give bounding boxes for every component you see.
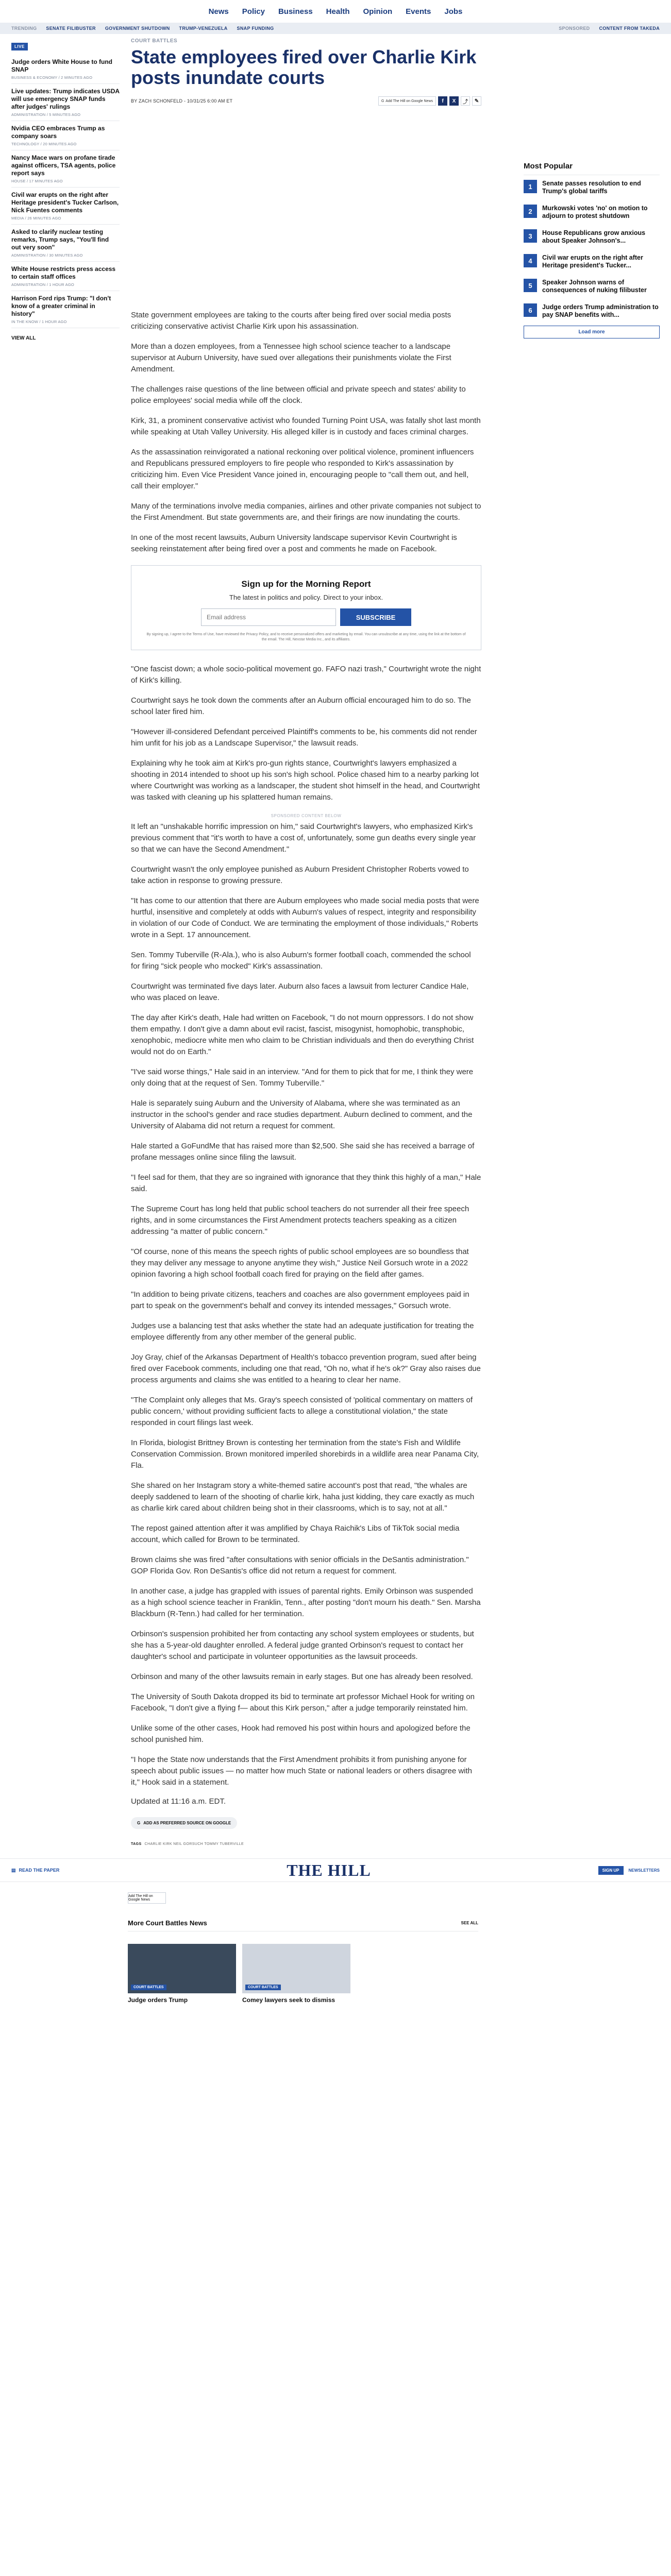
preferred-source-label: ADD AS PREFERRED SOURCE ON GOOGLE [143, 1821, 231, 1825]
most-popular-headline: Murkowski votes 'no' on motion to adjourn to protest shutdown [542, 205, 648, 219]
ad-label: SPONSORED CONTENT BELOW [271, 814, 342, 818]
article-paragraph: "The Complaint only alleges that Ms. Gray's speech consisted of 'political commentary on matters of public concern,' without providing sufficient facts to allege a constitutional violation," the state responded in court filings last week. [131, 1396, 473, 1427]
latest-news-item[interactable] [11, 225, 120, 262]
most-popular-headline: Civil war erupts on the right after Heritage president's Tucker... [542, 254, 643, 269]
article-kicker[interactable]: COURT BATTLES [131, 38, 178, 44]
nav-news[interactable]: News [208, 7, 229, 16]
tags-row [131, 1842, 481, 1846]
article-paragraph: "It has come to our attention that there are Auburn employees who made social media posts that were hurtful, insensitive and completely at odds with Auburn's values of respect, integrity and responsibility in violation of our Code of Conduct. We are terminating the employment of those individuals," Roberts wrote in a Sept. 17 announcement. [131, 896, 479, 939]
card-image [242, 1944, 350, 1993]
view-all-link[interactable]: VIEW ALL [11, 335, 36, 341]
article-paragraph: Sen. Tommy Tuberville (R-Ala.), who is also Auburn's former football coach, commended the school for firing "sick people who mocked" Kirk's assassination. [131, 951, 471, 971]
article-paragraph: "One fascist down; a whole socio-political movement go. FAFO nazi trash," Courtwright wrote the night of Kirk's killing. [131, 665, 481, 685]
newspaper-icon: ▤ [11, 1867, 16, 1873]
sponsored-label: SPONSORED [559, 26, 590, 31]
latest-news-headline: Nancy Mace wars on profane tirade against officers, TSA agents, police report says [11, 154, 116, 177]
rank-number: 6 [524, 303, 537, 317]
tags-label: TAGS [131, 1842, 142, 1846]
article-paragraph: Orbinson's suspension prohibited her from contacting any school system employees or students, but she has a 5-year-old daughter enrolled. A federal judge granted Orbinson's request to contact her daughter's school and participate in volunteer opportunities as the lawsuit proceeds. [131, 1630, 474, 1661]
most-popular-item[interactable] [524, 175, 660, 200]
most-popular-item[interactable] [524, 200, 660, 225]
article-paragraph: More than a dozen employees, from a Tennessee high school science teacher to a landscape supervisor at Auburn University, have sued over allegations their punishments violate the First Amendment. [131, 342, 451, 374]
share-bar [378, 96, 481, 106]
news-card[interactable] [128, 1944, 236, 2004]
article-paragraph: State government employees are taking to the courts after being fired over social media posts criticizing conservative activist Charlie Kirk upon his assassination. [131, 311, 451, 331]
trending-item[interactable]: TRUMP-VENEZUELA [179, 26, 228, 31]
footer-band [0, 1858, 671, 1882]
article-paragraph: Courtwright wasn't the only employee punished as Auburn President Christopher Roberts vowed to take action in response to growing pressure. [131, 865, 469, 885]
card-category: COURT BATTLES [245, 1985, 281, 1990]
read-paper-label: READ THE PAPER [19, 1868, 60, 1873]
article-paragraph: Orbinson and many of the other lawsuits remain in early stages. But one has already been resolved. [131, 1672, 473, 1681]
newsletter-subtitle: The latest in politics and policy. Direct to your inbox. [229, 594, 383, 601]
article-paragraph: The challenges raise questions of the line between official and private speech and states' ability to police employees' social media while off the clock. [131, 385, 466, 405]
article-paragraph: Hale is separately suing Auburn and the University of Alabama, where she was terminated as an instructor in the school's gender and race studies department. Auburn declined to comment, and the University of Alabama did not return a request for comment. [131, 1099, 473, 1130]
nav-events[interactable]: Events [406, 7, 431, 16]
nav-health[interactable]: Health [326, 7, 350, 16]
see-all-link[interactable]: SEE ALL [461, 1921, 478, 1925]
article-byline: BY ZACH SCHONFELD - 10/31/25 6:00 AM ET [131, 98, 233, 104]
article-paragraph: "Of course, none of this means the speech rights of public school employees are so boundless that they may deliver any message to anyone anytime they wish," Justice Neil Gorsuch wrote in a 2022 opinion favoring a high school football coach fired for praying on the field after games. [131, 1247, 469, 1279]
most-popular-list [524, 175, 660, 324]
article-paragraph: Brown claims she was fired "after consultations with senior officials in the DeSantis administration." GOP Florida Gov. Ron DeSantis's office did not return a request for comment. [131, 1555, 469, 1575]
card-category: COURT BATTLES [131, 1985, 166, 1990]
article-paragraph: The Supreme Court has long held that public school teachers do not surrender all their free speech rights, and in some circumstances the First Amendment protects teachers speaking as a citizen addressing "a matter of public concern." [131, 1205, 469, 1236]
latest-news-item[interactable] [11, 150, 120, 188]
article-paragraph: Courtwright was terminated five days later. Auburn also faces a lawsuit from lecturer Candice Hale, who was placed on leave. [131, 982, 469, 1002]
live-badge: LIVE [11, 43, 28, 50]
latest-news-meta: ADMINISTRATION / 30 MINUTES AGO [11, 253, 83, 258]
latest-news-headline: Asked to clarify nuclear testing remarks, Trump says, "You'll find out very soon" [11, 228, 109, 251]
news-card[interactable] [242, 1944, 350, 2004]
latest-news-meta: ADMINISTRATION / 5 MINUTES AGO [11, 112, 81, 117]
google-icon: G [381, 99, 384, 103]
trending-item[interactable]: SNAP FUNDING [237, 26, 274, 31]
article-paragraph: In one of the most recent lawsuits, Auburn University landscape supervisor Kevin Courtwright is seeking reinstatement after being fired over a post and comments he made on Facebook. [131, 533, 457, 553]
article-paragraph: Joy Gray, chief of the Arkansas Department of Health's tobacco prevention program, sued after being fired over Facebook comments, including one that read, "Oh no, what if he's ok?" Gray also raises due process arguments and claims she was entitled to a hearing to clear her name. [131, 1353, 481, 1384]
rank-number: 1 [524, 180, 537, 193]
article-paragraph: The University of South Dakota dropped its bid to terminate art professor Michael Hook for writing on Facebook, "I don't give a flying f— about this Kirk person," after a judge temporarily reinstated him. [131, 1692, 475, 1713]
most-popular-item[interactable] [524, 225, 660, 249]
most-popular-headline: House Republicans grow anxious about Speaker Johnson's... [542, 229, 646, 244]
article-paragraph: Judges use a balancing test that asks whether the state had an adequate justification for treating the employee differently from any other member of the general public. [131, 1321, 474, 1342]
newsletter-title: Sign up for the Morning Report [241, 579, 371, 589]
google-news-label: Add The Hill on Google News [385, 99, 433, 103]
most-popular-title: Most Popular [524, 162, 660, 175]
article-paragraph: It left an "unshakable horrific impression on him," said Courtwright's lawyers, who emphasized Kirk's previous comment that "it's worth to have a cost of, unfortunately, some gun deaths every single year so that we can have the Second Amendment." [131, 822, 476, 854]
article-paragraph: "I hope the State now understands that the First Amendment prohibits it from punishing anyone for speech about public issues — no matter how much State or national leaders or others disagree with it," Hook said in a statement. [131, 1755, 473, 1787]
trending-bar [0, 23, 671, 34]
trending-item[interactable]: GOVERNMENT SHUTDOWN [105, 26, 170, 31]
sponsored-link[interactable]: CONTENT FROM TAKEDA [599, 26, 660, 31]
nav-policy[interactable]: Policy [242, 7, 265, 16]
more-news-section [128, 1919, 478, 2004]
read-paper-link[interactable] [11, 1868, 59, 1873]
latest-news-meta: IN THE KNOW / 1 HOUR AGO [11, 319, 67, 324]
most-popular-headline: Senate passes resolution to end Trump's global tariffs [542, 180, 641, 195]
trending-item[interactable]: SENATE FILIBUSTER [46, 26, 96, 31]
article-paragraph: The repost gained attention after it was amplified by Chaya Raichik's Libs of TikTok social media account, which called for Brown to be terminated. [131, 1524, 460, 1544]
article-paragraph: In another case, a judge has grappled with issues of parental rights. Emily Orbinson was suspended as a high school science teacher in Franklin, Tenn., after posting "don't mourn his death." Sen. Marsha Blackburn (R-Tenn.) had called for her termination. [131, 1587, 481, 1618]
google-news-button[interactable] [378, 96, 436, 106]
latest-news-list [11, 55, 120, 328]
article-paragraph: Courtwright says he took down the comments after an Auburn official encouraged him to do so. The school later fired him. [131, 696, 471, 716]
card-title: Judge orders Trump [128, 1996, 188, 2004]
google-icon: G [137, 1821, 141, 1825]
latest-news-item[interactable] [11, 55, 120, 84]
comment-icon[interactable]: ✎ [472, 96, 481, 106]
latest-news-headline: Civil war erupts on the right after Heritage president's Tucker Carlson, Nick Fuentes comments [11, 191, 119, 214]
most-popular-item[interactable] [524, 249, 660, 274]
article-paragraph: Explaining why he took aim at Kirk's pro-gun rights stance, Courtwright's lawyers emphasized a shooting in 2014 intended to shoot up his son's high school. Police chased him to a nearby parking lot where Courtwright was working as a landscaper, the student shot himself in the head, and Courtwright was tasked with cleaning up his splattered human remains. [131, 759, 480, 802]
rank-number: 4 [524, 254, 537, 267]
share-icon[interactable]: ⤴ [461, 96, 470, 106]
ad-slot [524, 55, 660, 75]
latest-news-headline: Nvidia CEO embraces Trump as company soars [11, 125, 105, 140]
signup-button[interactable]: SIGN UP [598, 1866, 624, 1875]
newsletter-fine-print: By signing up, I agree to the Terms of Use, have reviewed the Privacy Policy, and to receive personalized offers and marketing by email. You can unsubscribe at any time, using the link at the bottom of the email. The Hill, Nexstar Media Inc., and its affiliates. [146, 633, 466, 641]
article [131, 34, 481, 1846]
latest-news-headline: White House restricts press access to certain staff offices [11, 265, 116, 280]
rank-number: 3 [524, 229, 537, 243]
updated-note: Updated at 11:16 a.m. EDT. [131, 1797, 226, 1806]
latest-news-meta: ADMINISTRATION / 1 HOUR AGO [11, 282, 74, 287]
right-rail [524, 34, 660, 1846]
article-paragraph: "I feel sad for them, that they are so ingrained with ignorance that they think this highly of a man," Hale said. [131, 1173, 481, 1193]
latest-news-meta: BUSINESS & ECONOMY / 2 MINUTES AGO [11, 75, 93, 80]
latest-news-meta: MEDIA / 26 MINUTES AGO [11, 216, 61, 221]
site-logo[interactable]: THE HILL [287, 1860, 371, 1879]
more-news-title: More Court Battles News [128, 1919, 207, 1927]
rank-number: 2 [524, 205, 537, 218]
email-field[interactable] [201, 608, 336, 626]
most-popular-item[interactable] [524, 299, 660, 324]
nav-jobs[interactable]: Jobs [444, 7, 463, 16]
article-paragraph: As the assassination reinvigorated a national reckoning over political violence, prominent influencers and Republicans pressured employers to fire people who responded to Kirk's assassination by criticizing him. Even Vice President Vance joined in, encouraging people to "call them out, and hell, call their employer." [131, 448, 474, 490]
article-paragraph: "I've said worse things," Hale said in an interview. "And for them to pick that for me, I think they were only doing that at the request of Sen. Tommy Tuberville." [131, 1067, 474, 1088]
article-paragraph: She shared on her Instagram story a white-themed satire account's post that read, "the whales are deeply saddened to learn of the shooting of charlie kirk, haha just kidding, they care exactly as much as charlie kirk cared about children being shot in their classrooms, which is to say, not at all." [131, 1481, 475, 1513]
most-popular-headline: Judge orders Trump administration to pay SNAP benefits with... [542, 303, 659, 318]
nav-business[interactable]: Business [278, 7, 313, 16]
article-paragraph: Unlike some of the other cases, Hook had removed his post within hours and apologized before the school punished him. [131, 1724, 471, 1744]
latest-news-headline: Harrison Ford rips Trump: "I don't know of a greater criminal in history" [11, 295, 111, 317]
latest-news-item[interactable] [11, 121, 120, 150]
article-paragraph: Many of the terminations involve media companies, airlines and other private companies not subject to the First Amendment. But state governments are, and their firings are now inundating the courts. [131, 502, 481, 522]
subscribe-button[interactable]: SUBSCRIBE [340, 608, 411, 626]
article-paragraph: In Florida, biologist Brittney Brown is contesting her termination from the state's Fish and Wildlife Conservation Commission. Brown monitored imperiled shorebirds in a wildlife area near Panama City, Fla. [131, 1438, 479, 1470]
most-popular-headline: Speaker Johnson warns of consequences of nuking filibuster [542, 279, 647, 294]
card-title: Comey lawyers seek to dismiss [242, 1996, 336, 2004]
latest-news-meta: HOUSE / 17 MINUTES AGO [11, 179, 63, 183]
facebook-icon[interactable]: f [438, 96, 447, 106]
article-paragraph: "In addition to being private citizens, teachers and coaches are also government employees paid in part to speak on the government's behalf and convey its intended messages," Gorsuch wrote. [131, 1290, 469, 1310]
most-popular-item[interactable] [524, 274, 660, 299]
latest-news-column [11, 34, 120, 1846]
latest-news-item[interactable] [11, 262, 120, 291]
latest-news-item[interactable] [11, 291, 120, 328]
latest-news-item[interactable] [11, 84, 120, 121]
rank-number: 5 [524, 279, 537, 292]
newsletters-link[interactable]: NEWSLETTERS [628, 1868, 660, 1873]
article-title: State employees fired over Charlie Kirk posts inundate courts [131, 46, 477, 88]
latest-news-item[interactable] [11, 188, 120, 225]
preferred-source-button[interactable] [131, 1817, 237, 1829]
x-icon[interactable]: X [449, 96, 459, 106]
article-paragraph: Kirk, 31, a prominent conservative activist who founded Turning Point USA, was fatally shot last month while speaking at Utah Valley University. His alleged killer is in custody and faces criminal charges. [131, 416, 481, 436]
article-paragraph: The day after Kirk's death, Hale had written on Facebook, "I do not mourn oppressors. I do not show them empathy. I don't give a damn about evil racist, fascist, misogynist, homophobic, transphobic, xenophobic, mediocre white men who claim to be Christian individuals and then do everything Christ would not do on Earth." [131, 1013, 474, 1056]
article-body [131, 310, 481, 1846]
article-paragraph: Hale started a GoFundMe that has raised more than $2,500. She said she has received a barrage of profane messages online since filing the lawsuit. [131, 1142, 475, 1162]
latest-news-headline: Live updates: Trump indicates USDA will use emergency SNAP funds after judges' rulings [11, 88, 120, 110]
hero-image [131, 113, 481, 310]
trending-label: TRENDING [11, 26, 37, 31]
top-nav [0, 0, 671, 23]
card-image [128, 1944, 236, 1993]
latest-news-meta: TECHNOLOGY / 20 MINUTES AGO [11, 142, 77, 146]
tag-links[interactable]: CHARLIE KIRK NEIL GORSUCH TOMMY TUBERVILLE [144, 1842, 244, 1846]
latest-news-headline: Judge orders White House to fund SNAP [11, 58, 113, 73]
google-news-button[interactable]: Add The Hill on Google News [128, 1892, 166, 1904]
newsletter-signup [131, 565, 481, 650]
load-more-button[interactable]: Load more [524, 326, 660, 338]
nav-opinion[interactable]: Opinion [363, 7, 393, 16]
article-paragraph: "However ill-considered Defendant perceived Plaintiff's comments to be, his comments did not render him unfit for his job as a Landscape Supervisor," the lawsuit reads. [131, 727, 477, 748]
